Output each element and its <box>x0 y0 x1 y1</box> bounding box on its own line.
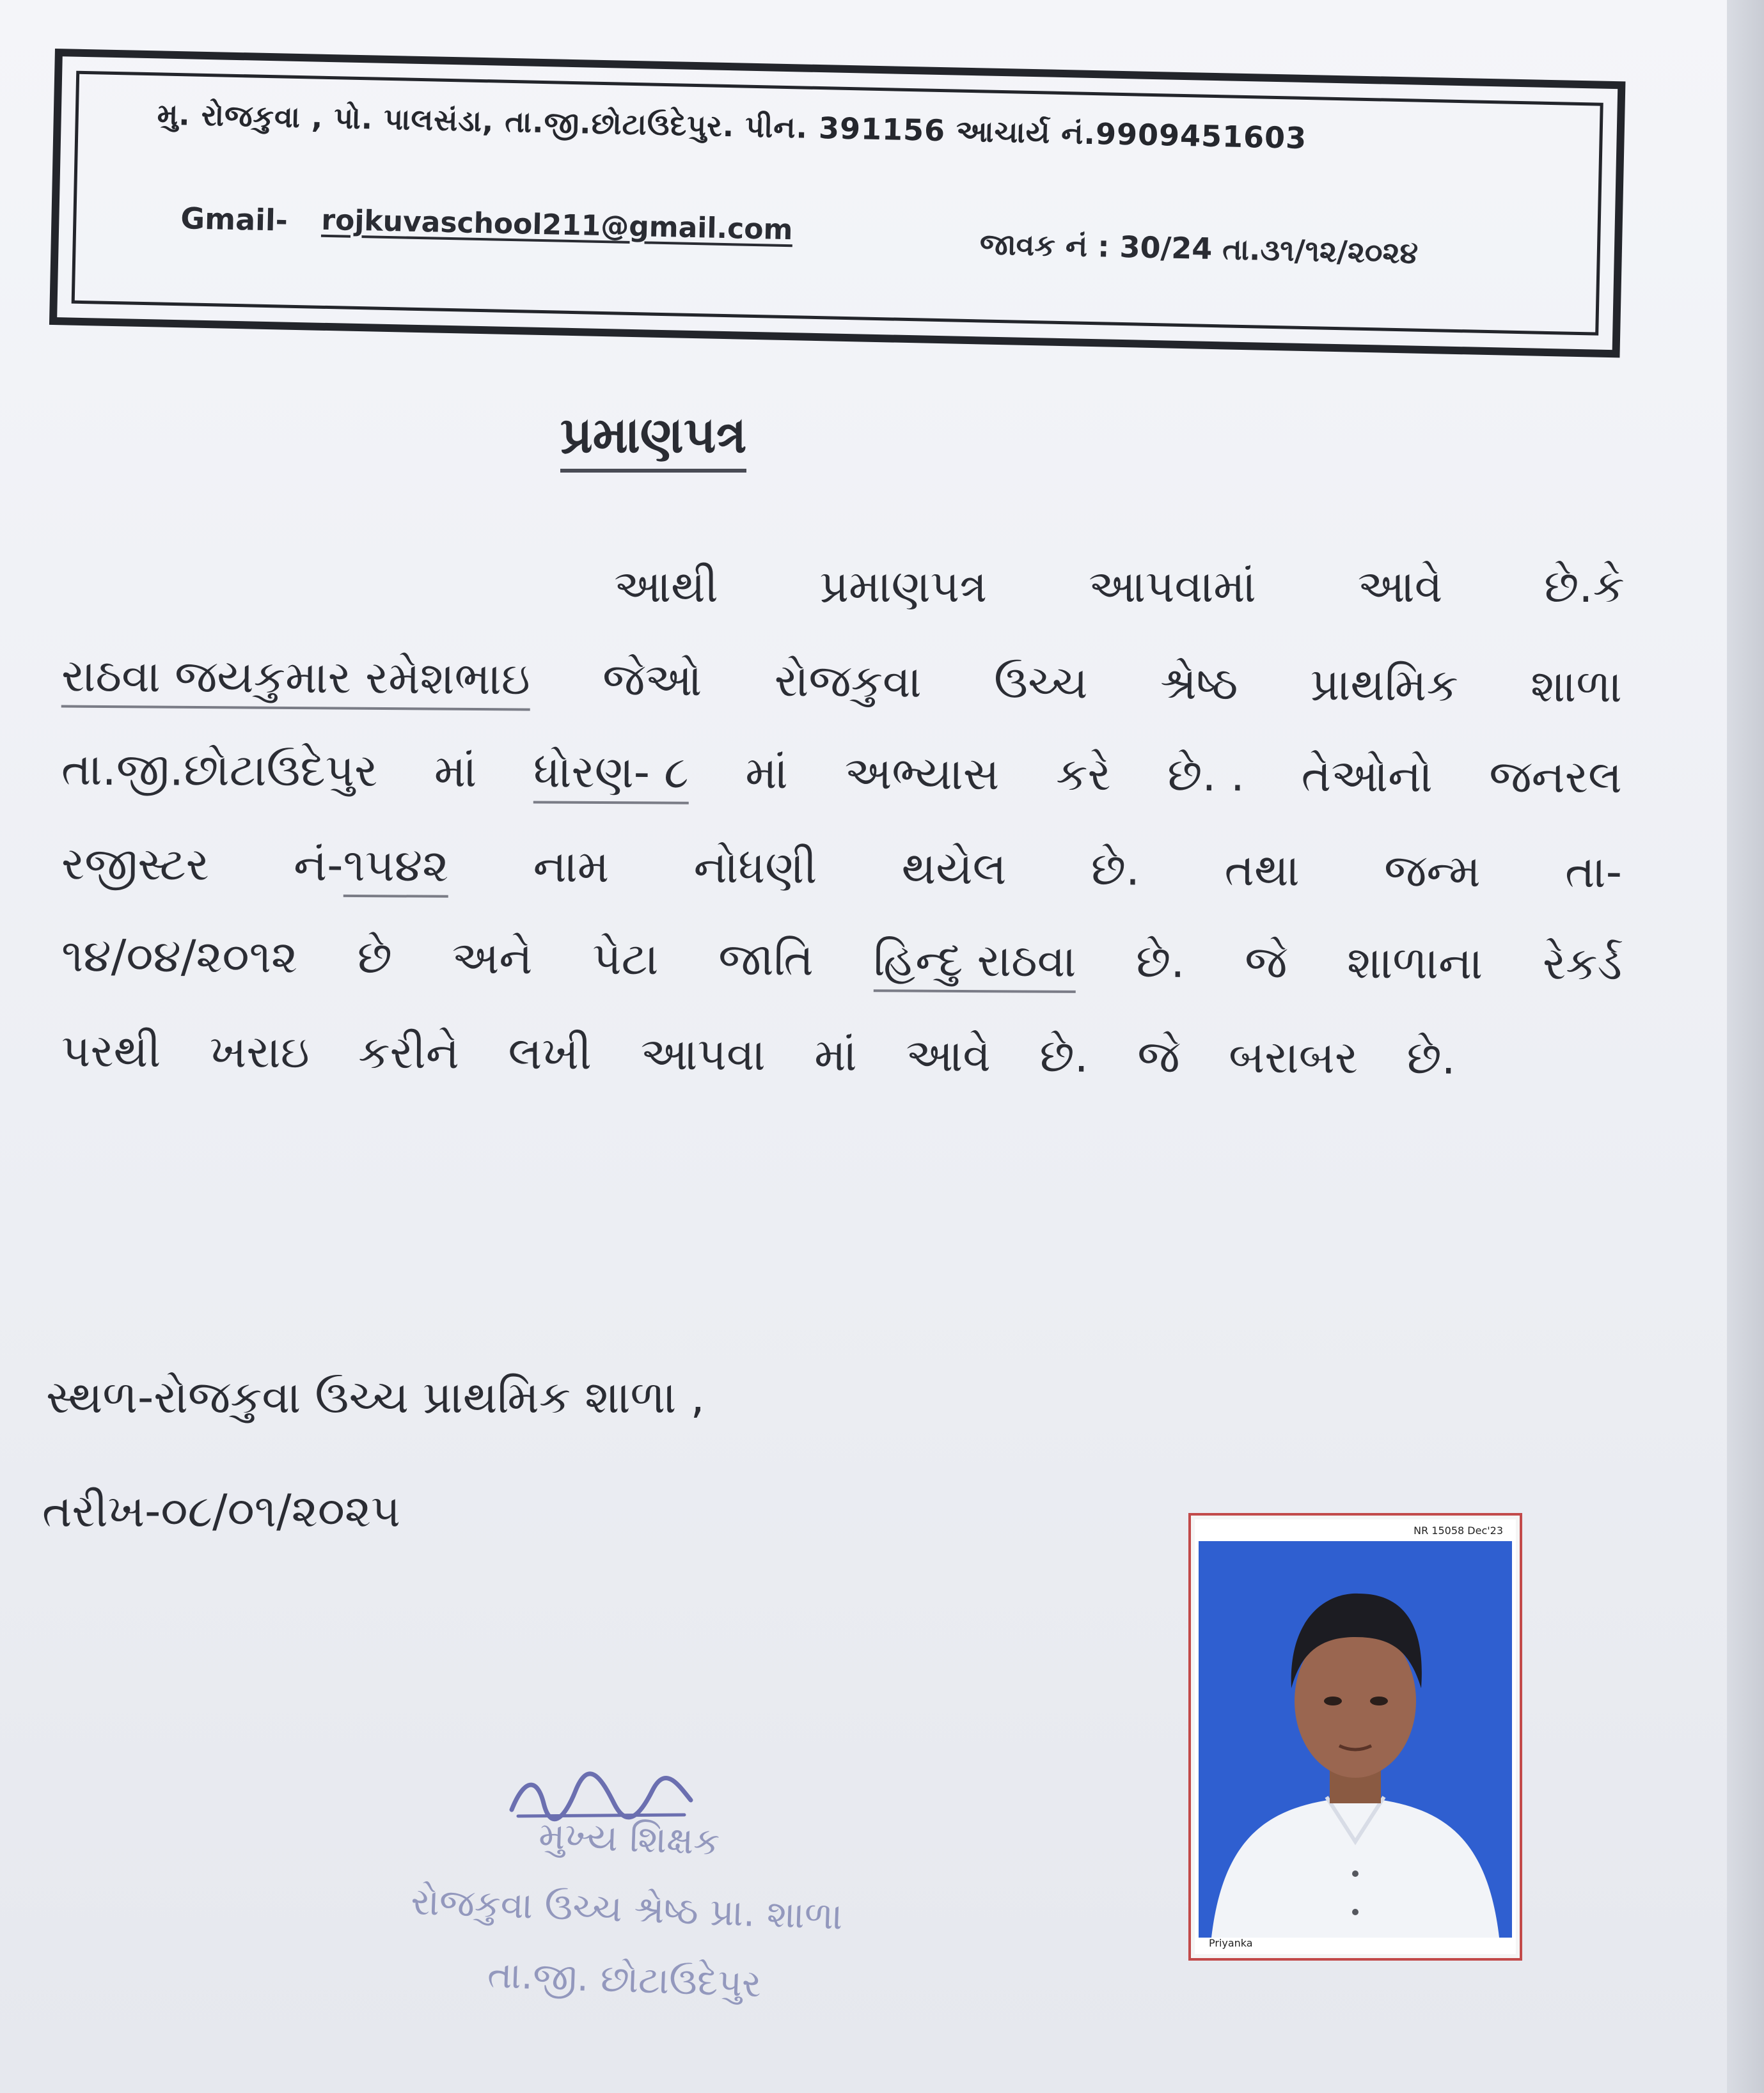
reference-number: જાવક નં : 30/24 તા.૩૧/૧૨/૨૦૨૪ <box>979 226 1419 270</box>
word: છે. . <box>1167 748 1245 802</box>
body-line-1 <box>614 560 1625 613</box>
word: કરીને <box>358 1026 460 1079</box>
word: જે <box>1137 1030 1180 1083</box>
word: છે. <box>1091 843 1140 896</box>
word: આવે <box>1357 560 1443 613</box>
stamp-line-2: રોજકુવા ઉચ્ચ શ્રેષ્ઠ પ્રા. શાળા <box>410 1879 844 1938</box>
word: રજીસ્ટર <box>61 837 210 891</box>
date-line: તરીખ-૦૮/૦૧/૨૦૨૫ <box>42 1485 400 1537</box>
word: રોજકુવા <box>774 654 922 708</box>
stamp-line-3: તા.જી. છોટાઉદેપુર <box>487 1952 762 2006</box>
word: રેકર્ડ <box>1542 937 1623 991</box>
certificate-title: પ્રમાણપત્ર <box>560 407 746 473</box>
email-label: Gmail- <box>180 201 288 238</box>
register-number: ૧૫૪૨ <box>343 839 448 898</box>
stamp-line-1: મુખ્ય શિક્ષક <box>538 1814 721 1863</box>
word: પરથી <box>61 1024 161 1078</box>
word: છે.કે <box>1544 560 1625 613</box>
email-address: rojkuvaschool211@gmail.com <box>320 203 793 247</box>
body-line-4 <box>61 838 1622 904</box>
word: તા- <box>1564 845 1623 898</box>
register-field <box>294 839 449 898</box>
word: છે. <box>1135 935 1185 988</box>
register-prefix: નં- <box>293 838 343 891</box>
word: ઉચ્ચ <box>993 655 1088 709</box>
photo-studio-tag: NR 15058 Dec'23 <box>1414 1525 1503 1537</box>
word: છે <box>357 931 393 984</box>
word: નોધણી <box>693 840 817 894</box>
word: આવે <box>906 1029 991 1082</box>
student-photo <box>1188 1513 1522 1961</box>
word: જન્મ <box>1383 844 1481 898</box>
standard-value: ધોરણ- ૮ <box>533 745 689 804</box>
student-name: રાઠવા જયકુમાર રમેશભાઇ <box>61 649 530 710</box>
word: જેઓ <box>602 653 702 707</box>
photo-studio-name: Priyanka <box>1209 1937 1253 1949</box>
body-line-6 <box>61 1024 1456 1085</box>
word: શાળા <box>1530 659 1623 713</box>
word: નામ <box>533 840 610 893</box>
word: તેઓનો <box>1301 749 1433 803</box>
body-line-5 <box>61 930 1622 996</box>
word: પ્રાથમિક <box>1310 658 1459 712</box>
word: તા.જી.છોટાઉદેપુર <box>61 742 378 797</box>
word: આપવામાં <box>1089 560 1256 613</box>
word: શ્રેષ્ઠ <box>1160 657 1238 710</box>
word: આપવા <box>640 1028 766 1081</box>
caste-value: હિન્દુ રાઠવા <box>873 934 1076 993</box>
student-portrait <box>1199 1541 1512 1938</box>
word: ખરાઇ <box>209 1025 310 1079</box>
letterhead-box <box>49 49 1626 357</box>
word: શાળાના <box>1346 936 1483 990</box>
word: માં <box>814 1028 858 1081</box>
page-edge <box>1727 0 1764 2093</box>
word: માં <box>745 746 789 799</box>
word: માં <box>434 744 477 798</box>
body-line-2 <box>61 649 1623 718</box>
word: લખી <box>508 1026 592 1080</box>
word: કરે <box>1055 748 1111 801</box>
headmaster-stamp <box>380 1795 873 2023</box>
word: જાતિ <box>718 932 814 986</box>
date-of-birth: ૧૪/૦૪/૨૦૧૨ <box>61 929 298 984</box>
word: જનરલ <box>1489 750 1623 804</box>
word: તથા <box>1224 843 1300 897</box>
word: છે. <box>1406 1031 1456 1085</box>
word: અને <box>452 931 533 985</box>
word: થયેલ <box>901 842 1007 895</box>
word: છે. <box>1039 1030 1089 1083</box>
place-line: સ્થળ-રોજકુવા ઉચ્ચ પ્રાથમિક શાળા , <box>46 1371 705 1423</box>
body-line-3 <box>61 743 1622 810</box>
word: પેટા <box>592 932 659 985</box>
word: પ્રમાણપત્ર <box>819 560 988 613</box>
word: આથી <box>614 560 718 613</box>
word: બરાબર <box>1228 1030 1358 1084</box>
word: જે <box>1245 936 1288 989</box>
word: અભ્યાસ <box>844 747 1000 801</box>
address-line: મુ. રોજકુવા , પો. પાલસંડા, તા.જી.છોટાઉદેપુર. પીન. 391156 આચાર્ય નં.9909451603 <box>157 97 1307 156</box>
